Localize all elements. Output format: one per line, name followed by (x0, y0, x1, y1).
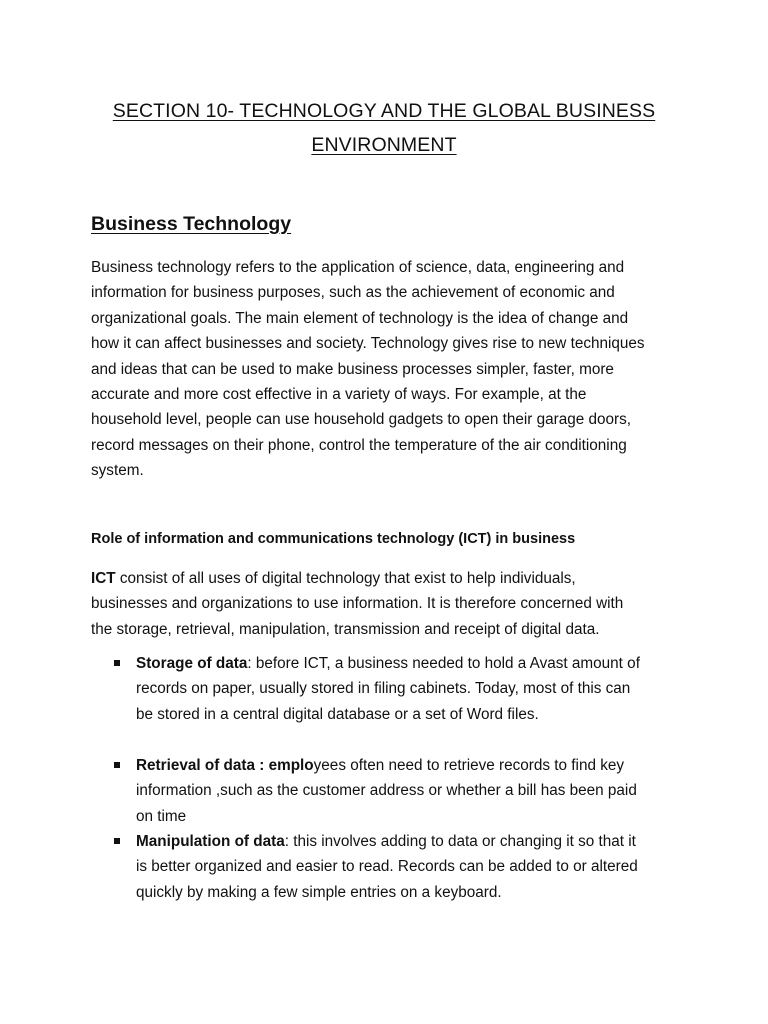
intro-line: household level, people can use household gadgets to open their garage doors, (91, 411, 632, 429)
heading-business-technology: Business Technology (91, 213, 292, 235)
intro-line: how it can affect businesses and society. Technology gives rise to new techniques (91, 335, 645, 353)
intro-line: Business technology refers to the application of science, data, engineering and (91, 259, 625, 276)
square-bullet-icon (114, 762, 120, 768)
bullet-line (136, 829, 676, 854)
intro-line: information for business purposes, such as the achievement of economic and (91, 284, 615, 302)
bullet-line: is better organized and easier to read. Records can be added to or altered (136, 858, 638, 876)
bullet-line (136, 651, 676, 676)
ict-term: ICT (91, 570, 116, 587)
bullet-line-text: : before ICT, a business needed to hold a Avast amount of (247, 655, 640, 672)
bullet-line: be stored in a central digital database or a set of Word files. (136, 705, 539, 723)
intro-line: and ideas that can be used to make business processes simpler, faster, more (91, 360, 614, 378)
bullet-line-text: : this involves adding to data or changing it so that it (284, 833, 636, 850)
intro-line: record messages on their phone, control the temperature of the air conditioning (91, 436, 627, 454)
bullet-term: Storage of data (136, 655, 248, 672)
bullet-line (136, 753, 676, 778)
ict-line: businesses and organizations to use information. It is therefore concerned with (91, 595, 624, 613)
intro-line: organizational goals. The main element of technology is the idea of change and (91, 309, 629, 327)
square-bullet-icon (114, 838, 120, 844)
intro-line: system. (91, 462, 144, 480)
square-bullet-icon (114, 660, 120, 666)
bullet-line: quickly by making a few simple entries on a keyboard. (136, 883, 502, 901)
bullet-line: on time (136, 807, 187, 825)
intro-paragraph (91, 255, 691, 484)
ict-line-text: consist of all uses of digital technology that exist to help individuals, (115, 570, 576, 587)
bullet-line: information ,such as the customer address or whether a bill has been paid (136, 782, 637, 800)
bullet-term: Manipulation of data (136, 833, 285, 850)
section-title (0, 94, 768, 162)
bullet-storage-of-data (136, 651, 676, 727)
ict-line (91, 566, 691, 591)
subheading-ict-role: Role of information and communications technology (ICT) in business (91, 531, 576, 547)
bullet-line: records on paper, usually stored in filing cabinets. Today, most of this can (136, 680, 631, 698)
intro-line: accurate and more cost effective in a variety of ways. For example, at the (91, 386, 587, 404)
bullet-term: Retrieval of data : emplo (136, 757, 314, 774)
section-title-line-1: SECTION 10- TECHNOLOGY AND THE GLOBAL BUSINESS (112, 100, 656, 122)
bullet-line-text: yees often need to retrieve records to find key (313, 757, 625, 774)
bullet-manipulation-of-data (136, 829, 676, 905)
ict-line: the storage, retrieval, manipulation, transmission and receipt of digital data. (91, 620, 600, 638)
ict-paragraph (91, 566, 691, 642)
bullet-retrieval-of-data (136, 753, 676, 829)
section-title-line-2: ENVIRONMENT (311, 134, 457, 156)
